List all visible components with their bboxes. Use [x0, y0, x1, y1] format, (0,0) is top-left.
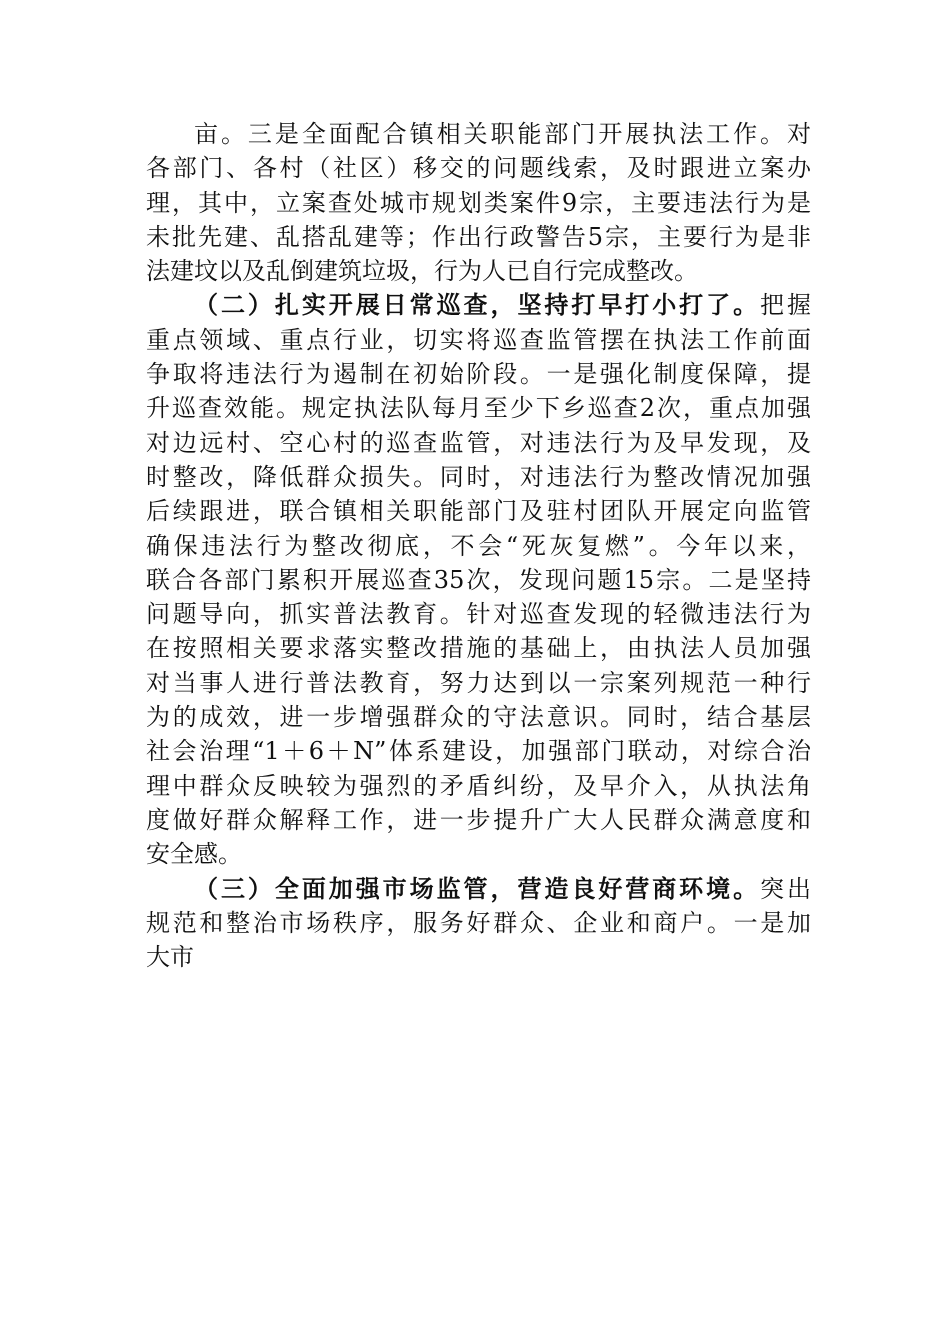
line-text: 对边远村、空心村的巡查监管，对违法行为及早发现，及	[146, 428, 811, 457]
line-text: 亩。三是全面配合镇相关职能部门开展执法工作。对	[194, 120, 811, 148]
line-text: 在按照相关要求落实整改措施的基础上，由执法人员加强	[146, 634, 811, 663]
paragraph	[146, 872, 811, 975]
text-line	[146, 186, 811, 220]
line-text: 社会治理“1＋6＋N”体系建设，加强部门联动，对综合治	[146, 737, 811, 766]
text-line	[146, 220, 811, 254]
line-text: 联合各部门累积开展巡查35次，发现问题15宗。二是坚持	[146, 565, 811, 594]
line-text: 争取将违法行为遏制在初始阶段。一是强化制度保障，提	[146, 360, 811, 389]
text-line	[146, 117, 811, 151]
text-line	[146, 734, 811, 768]
text-line	[146, 769, 811, 803]
line-text: 时整改，降低群众损失。同时，对违法行为整改情况加强	[146, 462, 811, 491]
text-line	[146, 872, 811, 906]
line-text: 大市	[146, 943, 194, 972]
text-line	[146, 563, 811, 597]
line-text: 各部门、各村（社区）移交的问题线索，及时跟进立案办	[146, 154, 811, 183]
line-text: 理中群众反映较为强烈的矛盾纠纷，及早介入，从执法角	[146, 771, 811, 800]
text-line	[146, 631, 811, 665]
line-text: 规范和整治市场秩序，服务好群众、企业和商户。一是加	[146, 908, 811, 937]
line-text: 度做好群众解释工作，进一步提升广大人民群众满意度和	[146, 805, 811, 834]
line-text: 把握	[760, 291, 812, 320]
text-line	[146, 357, 811, 391]
line-text: 后续跟进，联合镇相关职能部门及驻村团队开展定向监管	[146, 497, 811, 526]
text-line	[146, 700, 811, 734]
line-text: 对当事人进行普法教育，努力达到以一宗案列规范一种行	[146, 668, 811, 697]
line-text: 理，其中，立案查处城市规划类案件9宗，主要违法行为是	[146, 188, 811, 217]
text-line	[146, 494, 811, 528]
section-heading: （二）扎实开展日常巡查，坚持打早打小打了。	[194, 290, 761, 320]
text-line	[146, 151, 811, 185]
text-line	[146, 940, 811, 974]
text-line	[146, 426, 811, 460]
text-line	[146, 529, 811, 563]
line-text: 安全感。	[146, 840, 242, 869]
text-line	[146, 803, 811, 837]
text-line	[146, 391, 811, 425]
section-heading: （三）全面加强市场监管，营造良好营商环境。	[194, 873, 761, 903]
line-text: 重点领域、重点行业，切实将巡查监管摆在执法工作前面	[146, 325, 811, 354]
line-text: 问题导向，抓实普法教育。针对巡查发现的轻微违法行为	[146, 600, 811, 629]
line-text: 升巡查效能。规定执法队每月至少下乡巡查2次，重点加强	[146, 394, 811, 423]
line-text: 未批先建、乱搭乱建等；作出行政警告5宗，主要行为是非	[146, 222, 811, 251]
text-line	[146, 460, 811, 494]
text-line	[146, 254, 811, 288]
paragraph	[146, 117, 811, 288]
text-line	[146, 666, 811, 700]
line-text: 突出	[760, 874, 812, 903]
paragraph	[146, 288, 811, 871]
text-line	[146, 288, 811, 322]
text-line	[146, 323, 811, 357]
text-line	[146, 837, 811, 871]
document-body	[146, 117, 811, 974]
text-line	[146, 597, 811, 631]
line-text: 为的成效，进一步增强群众的守法意识。同时，结合基层	[146, 703, 811, 732]
line-text: 法建坟以及乱倒建筑垃圾，行为人已自行完成整改。	[146, 257, 698, 286]
line-text: 确保违法行为整改彻底，不会“死灰复燃”。今年以来，	[146, 531, 811, 560]
text-line	[146, 906, 811, 940]
